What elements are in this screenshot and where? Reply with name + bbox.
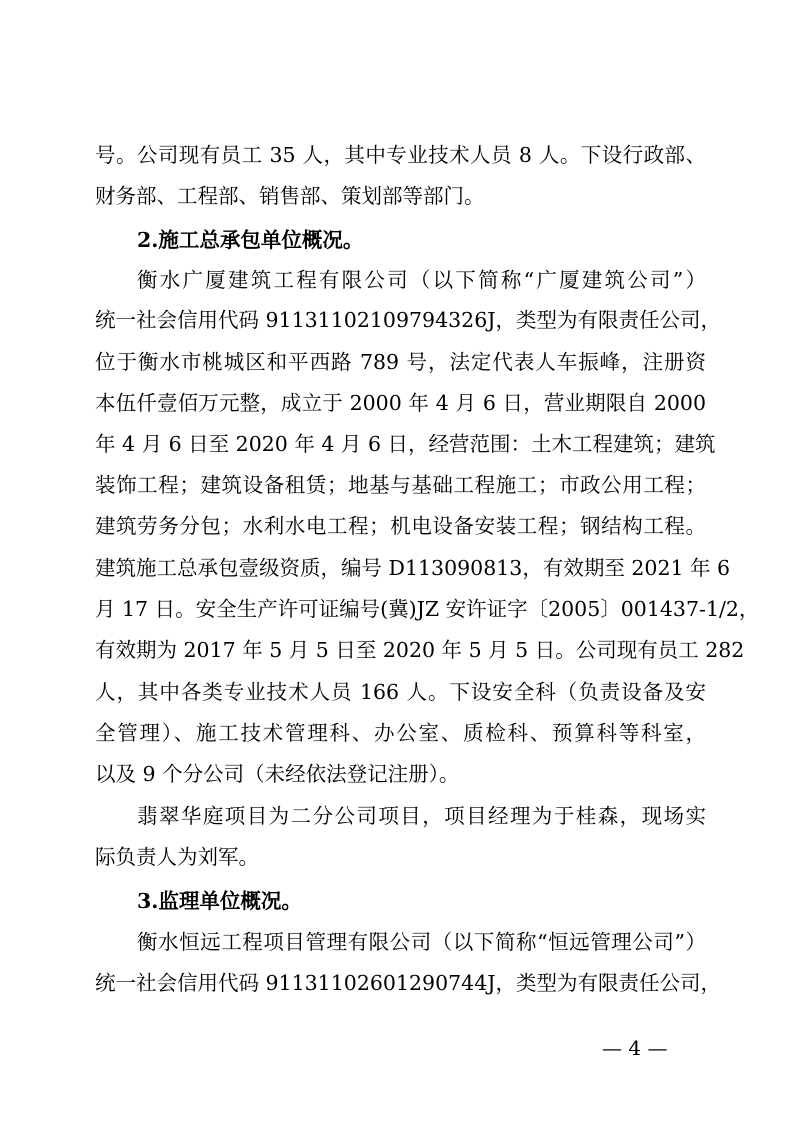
paragraph-line: 际负责人为刘军。 bbox=[95, 845, 259, 869]
section-heading: 2.施工总承包单位概况。 bbox=[137, 228, 364, 252]
paragraph-line: 人，其中各类专业技术人员 166 人。下设安全科（负责设备及安 bbox=[95, 680, 706, 704]
paragraph-line: 有效期为 2017 年 5 月 5 日至 2020 年 5 月 5 日。公司现有员工 282 bbox=[95, 638, 745, 662]
paragraph-line: 统一社会信用代码 91131102109794326J，类型为有限责任公司， bbox=[95, 308, 721, 332]
paragraph-line: 财务部、工程部、销售部、策划部等部门。 bbox=[95, 184, 485, 208]
paragraph-line: 统一社会信用代码 91131102601290744J，类型为有限责任公司， bbox=[95, 971, 721, 995]
paragraph-line: 以及 9 个分公司（未经依法登记注册）。 bbox=[95, 762, 460, 786]
paragraph-line: 全管理）、施工技术管理科、办公室、质检科、预算科等科室， bbox=[95, 721, 706, 745]
paragraph-line: 本伍仟壹佰万元整，成立于 2000 年 4 月 6 日，营业期限自 2000 bbox=[95, 391, 706, 415]
paragraph-line: 衡水广厦建筑工程有限公司（以下简称“广厦建筑公司”） bbox=[137, 268, 706, 292]
section-heading: 3.监理单位概况。 bbox=[137, 889, 302, 913]
paragraph-line: 年 4 月 6 日至 2020 年 4 月 6 日，经营范围：土木工程建筑；建筑 bbox=[95, 432, 716, 456]
paragraph-line: 位于衡水市桃城区和平西路 789 号，法定代表人车振峰，注册资 bbox=[95, 350, 706, 374]
paragraph-line: 翡翠华庭项目为二分公司项目，项目经理为于桂森，现场实 bbox=[137, 804, 706, 828]
paragraph-line: 建筑施工总承包壹级资质，编号 D113090813，有效期至 2021 年 6 bbox=[95, 556, 731, 580]
paragraph-line: 衡水恒远工程项目管理有限公司（以下简称“恒远管理公司”） bbox=[137, 930, 706, 954]
page-number: — 4 — bbox=[602, 1036, 668, 1060]
paragraph-line: 月 17 日。安全生产许可证编号(冀)JZ 安许证字〔2005〕001437-1/2， bbox=[95, 597, 760, 621]
paragraph-line: 装饰工程；建筑设备租赁；地基与基础工程施工；市政公用工程； bbox=[95, 473, 706, 497]
paragraph-line: 建筑劳务分包；水利水电工程；机电设备安装工程；钢结构工程。 bbox=[95, 514, 706, 538]
paragraph-line: 号。公司现有员工 35 人，其中专业技术人员 8 人。下设行政部、 bbox=[95, 143, 706, 167]
